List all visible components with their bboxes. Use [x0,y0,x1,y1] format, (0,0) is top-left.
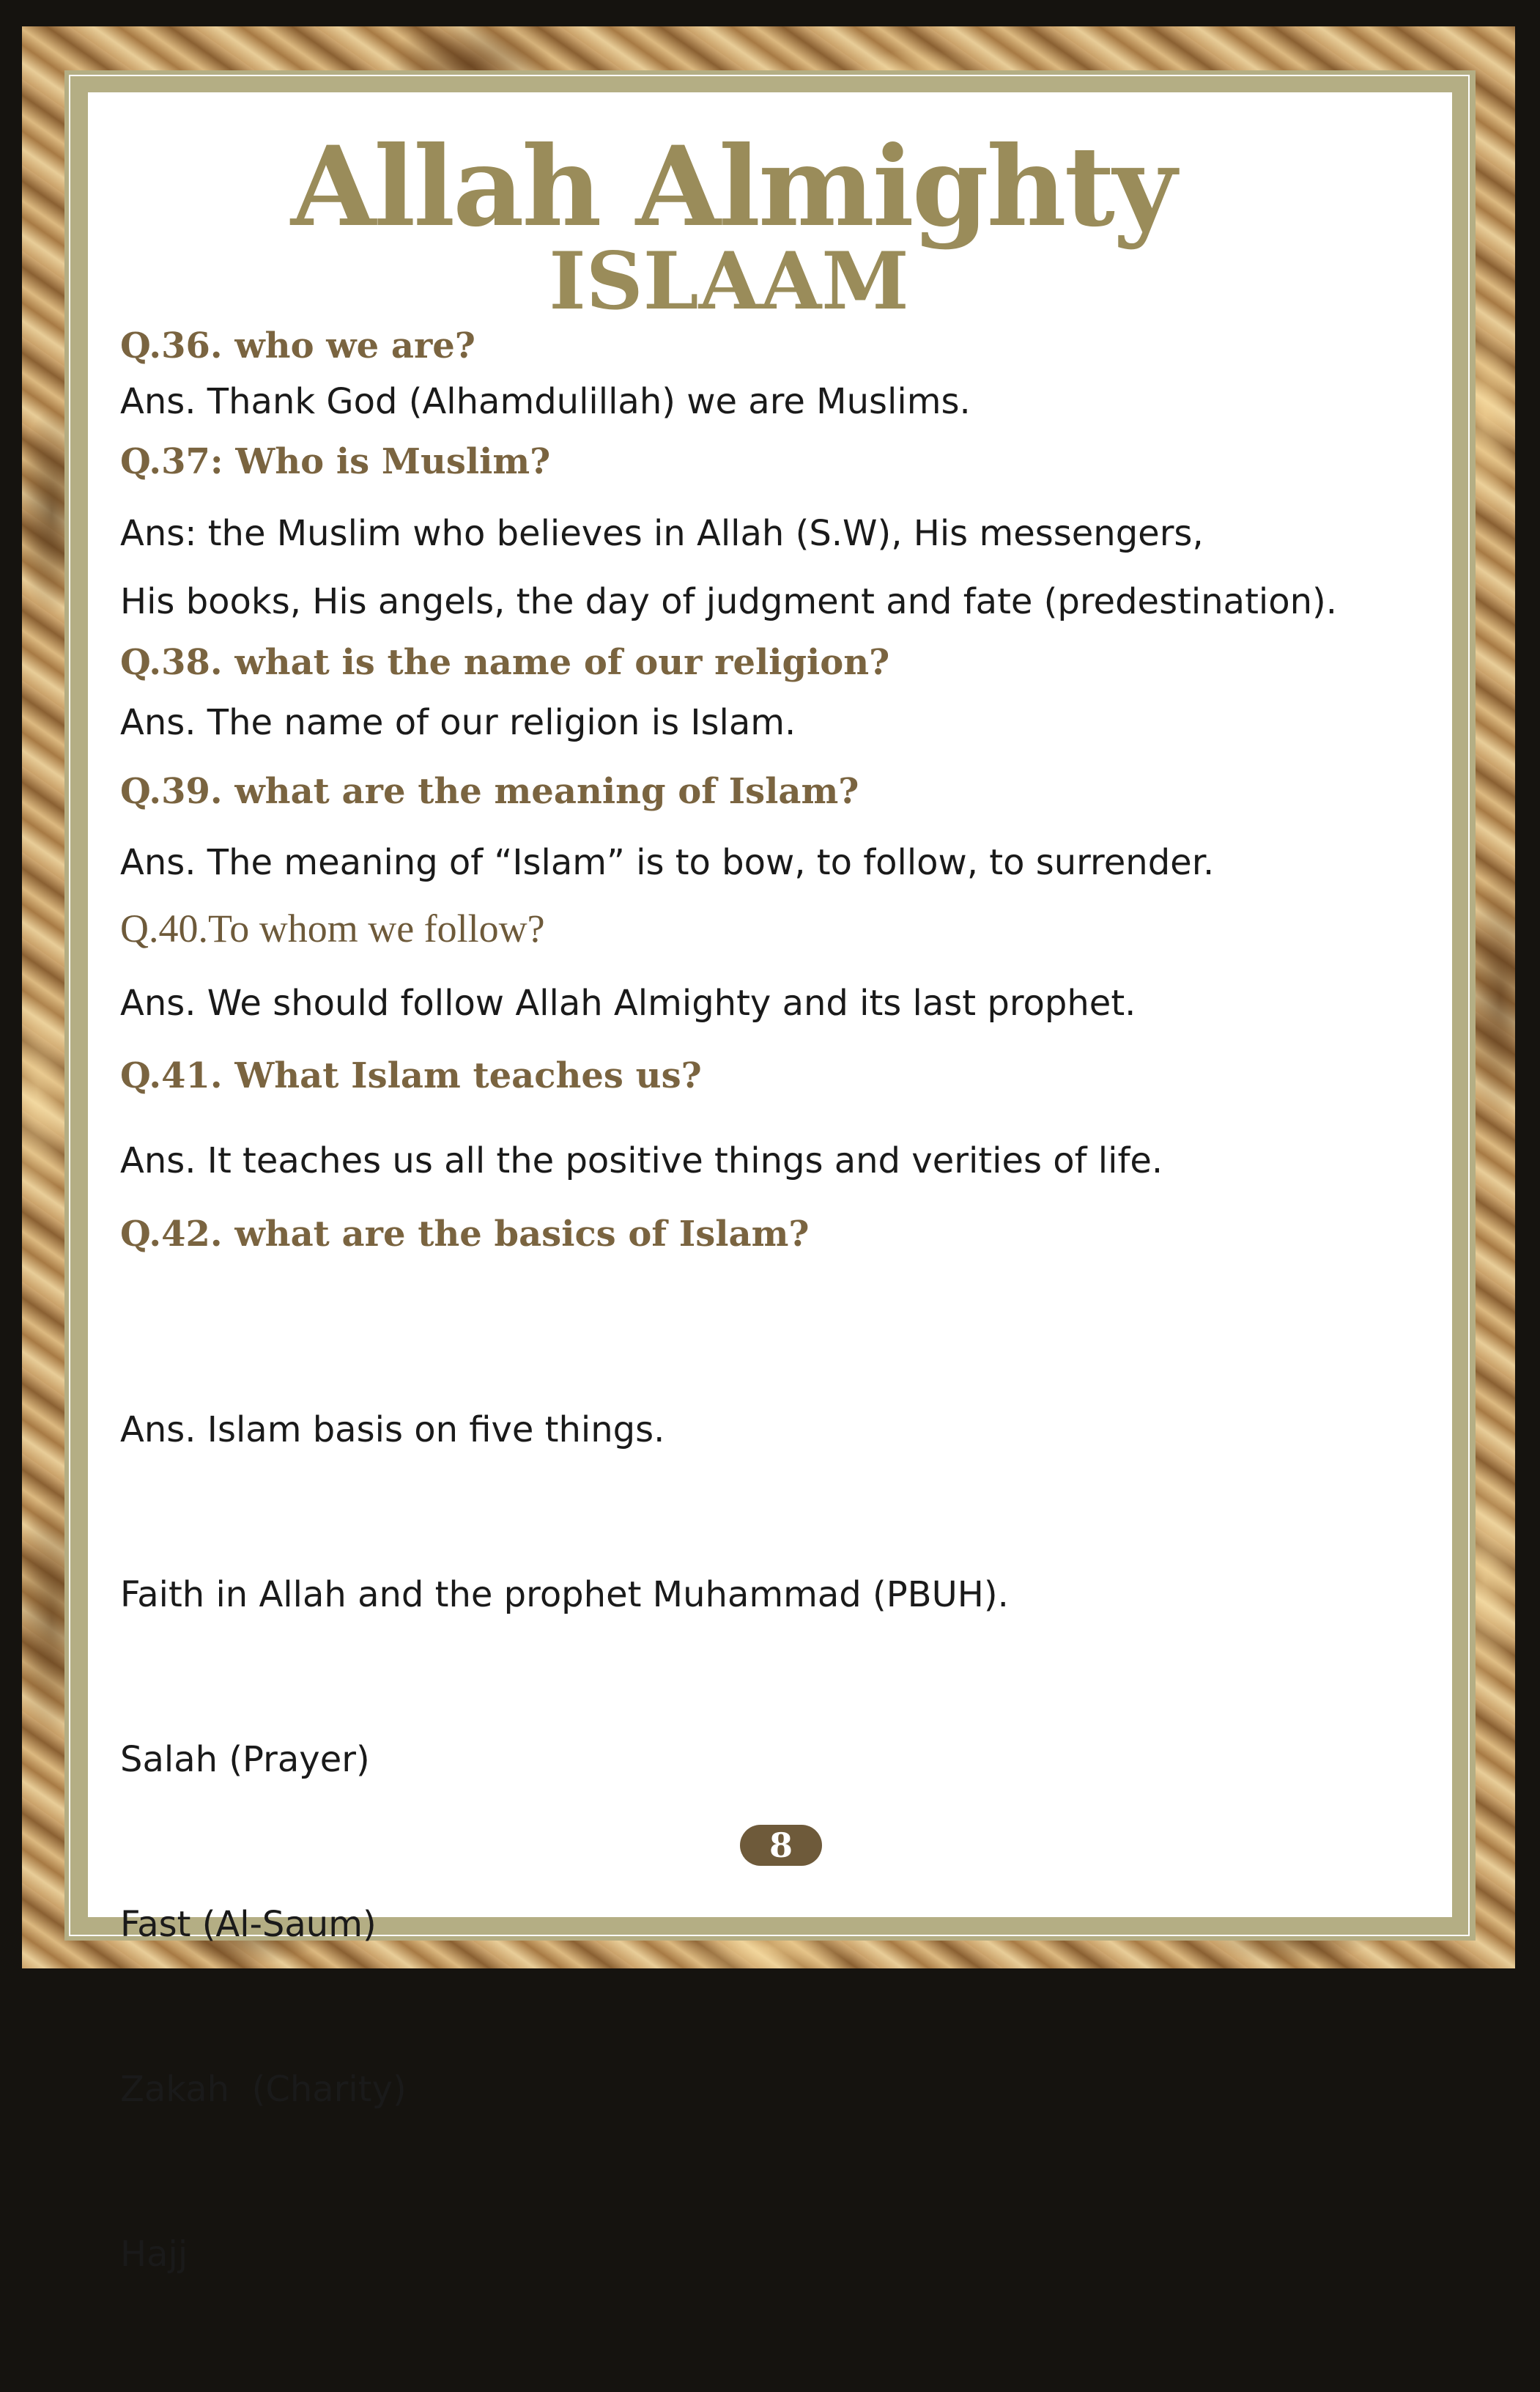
list-item: Zakah (Charity) [120,2069,407,2110]
answer-36: Ans. Thank God (Alhamdulillah) we are Muslims. [120,381,971,422]
answer-37-line-1: Ans: the Muslim who believes in Allah (S.W), His messengers, [120,513,1204,554]
list-item: Hajj [120,2234,188,2275]
answer-41: Ans. It teaches us all the positive things and verities of life. [120,1140,1163,1181]
page-subtitle: ISLAAM [549,235,909,328]
basics-list [120,1293,1009,2392]
page-title: Allah Almighty [290,122,1175,251]
question-40: Q.40.To whom we follow? [120,907,545,950]
question-38: Q.38. what is the name of our religion? [120,642,890,683]
answer-39: Ans. The meaning of “Islam” is to bow, to follow, to surrender. [120,842,1215,883]
answer-37-line-2: His books, His angels, the day of judgment and fate (predestination). [120,581,1338,622]
question-42: Q.42. what are the basics of Islam? [120,1214,810,1255]
answer-40: Ans. We should follow Allah Almighty and its last prophet. [120,983,1136,1024]
question-36: Q.36. who we are? [120,325,475,366]
question-37: Q.37: Who is Muslim? [120,441,551,482]
list-item: Ans. Islam basis on five things. [120,1409,665,1450]
list-item: Fast (Al-Saum) [120,1904,377,1945]
question-39: Q.39. what are the meaning of Islam? [120,771,859,812]
page-number-badge: 8 [740,1825,822,1866]
question-41: Q.41. What Islam teaches us? [120,1055,702,1096]
list-item: Faith in Allah and the prophet Muhammad (PBUH). [120,1574,1009,1615]
list-item: Salah (Prayer) [120,1739,370,1780]
answer-38: Ans. The name of our religion is Islam. [120,702,796,743]
